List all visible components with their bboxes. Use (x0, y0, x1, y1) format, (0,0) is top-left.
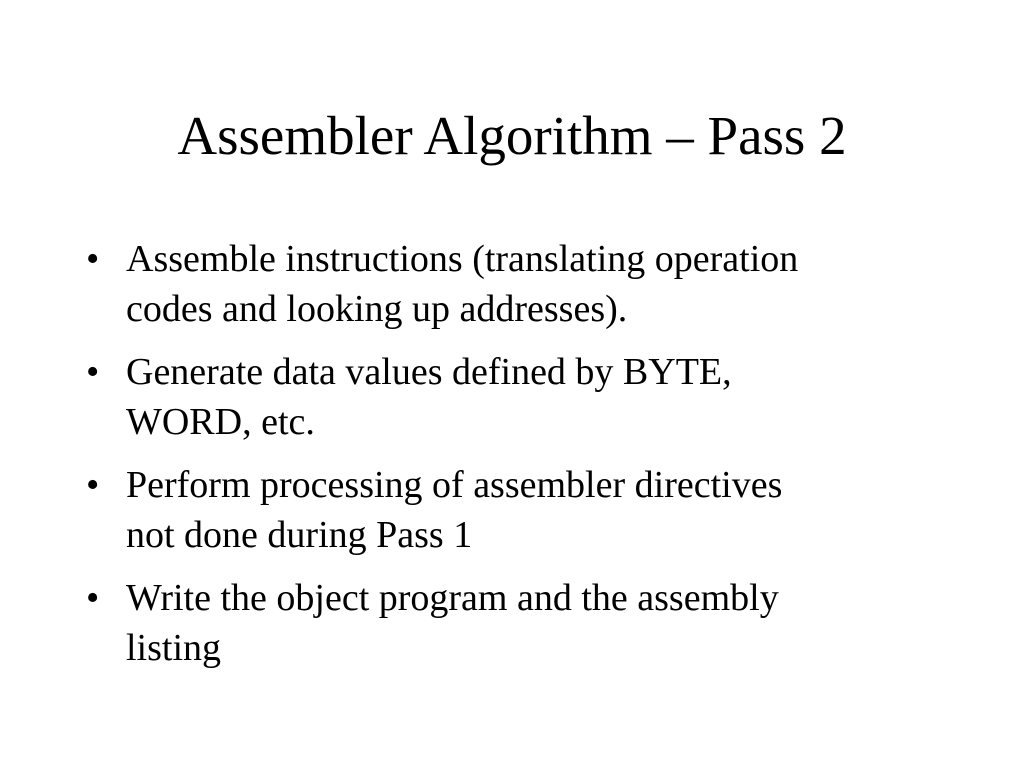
bullet-item (86, 347, 966, 447)
bullet-text-line: Generate data values defined by BYTE, (126, 351, 732, 393)
bullet-text-line: not done during Pass 1 (126, 514, 473, 556)
bullet-text-line: Write the object program and the assembly (126, 577, 779, 619)
bullet-text-line: Assemble instructions (translating operation (126, 238, 799, 280)
bullet-item (86, 573, 966, 673)
bullet-dot-icon: • (86, 238, 100, 280)
bullet-text-line: Perform processing of assembler directives (126, 464, 783, 506)
bullet-list (86, 234, 966, 673)
slide-title: Assembler Algorithm – Pass 2 (177, 105, 847, 166)
bullet-item (86, 234, 966, 334)
bullet-text-line: codes and looking up addresses). (126, 288, 628, 330)
bullet-item (86, 460, 966, 560)
bullet-dot-icon: • (86, 577, 100, 619)
bullet-text-line: WORD, etc. (126, 401, 315, 443)
bullet-text-line: listing (126, 627, 222, 669)
bullet-dot-icon: • (86, 464, 100, 506)
bullet-dot-icon: • (86, 351, 100, 393)
